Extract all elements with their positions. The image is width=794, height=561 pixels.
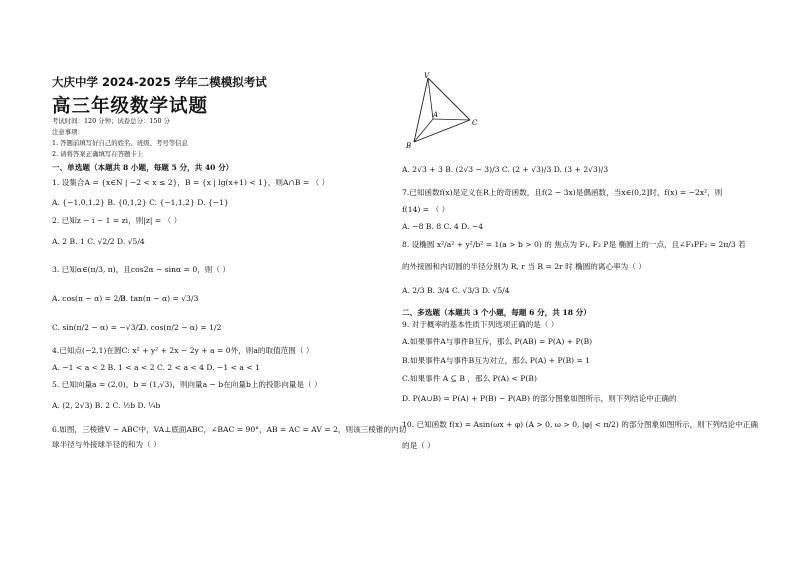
question-1: 1. 设集合A = {x∈N | −2 < x ≤ 2}，B = {x | lg(x+1) < 1}，则A∩B = （ ） [52,178,330,187]
question-6-line-1: 6.如图，三棱锥V − ABC中，VA⊥底面ABC，∠BAC = 90°，AB = AC = AV = 2，则该三棱锥的内切 [52,425,407,434]
pyramid-figure [400,68,500,152]
vertex-label-v: V [424,72,430,80]
question-7-line-2: f(14) = （ ） [402,205,450,214]
question-8-options: A. 2/3 B. 3/4 C. √3/3 D. √5/4 [402,286,510,295]
question-7-options: A. −8 B. 8 C. 4 D. −4 [402,222,484,231]
question-3-option-c: C. sin(π/2 − α) = −√3/2 [52,323,143,332]
question-9-option-c: C.如果事件 A ⊆ B ，那么 P(A) < P(B) [402,374,537,383]
section-1-heading: 一、单选题（本题共 8 小题，每题 5 分，共 40 分） [52,163,234,172]
question-4-options: A. −1 < a < 2 B. 1 < a < 2 C. 2 < a < 4 D. −1 < a < 1 [52,363,260,372]
question-2-options: A. 2 B. 1 C. √2/2 D. √5/4 [52,237,145,246]
question-9-option-b: B.如果事件A与事件B互为对立，那么 P(A) + P(B) = 1 [402,356,591,365]
question-3-option-a: A. cos(π − α) = 2/3 [52,294,126,303]
question-10-line-2: 的是（ ） [402,441,435,450]
question-10-line-1: 10. 已知函数 f(x) = Asin(ωx + φ) (A > 0, ω > 0, |φ| < π/2) 的部分图象如图所示，则下列结论中正确 [402,420,758,429]
vertex-label-b: B [406,142,412,150]
question-3-option-d: D. cos(π/2 − α) = 1/2 [140,323,222,332]
question-2: 2. 已知z − i − 1 = zi，则|z| = （ ） [52,216,182,225]
vertex-label-a: A [433,111,439,119]
note-1: 1. 答题前填写好自己的姓名、班级、考号等信息 [52,139,188,147]
question-3-option-b: B. tan(π − α) = √3/3 [120,294,199,303]
vertex-label-c: C [472,119,478,127]
question-4: 4.已知点(−2,1)在圆C: x² + y² + 2x − 2y + a = 0外，则a的取值范围（ ） [52,346,314,355]
note-2: 2. 请将答案正确填写在答题卡上 [52,150,144,158]
question-1-options: A. {−1,0,1,2} B. {0,1,2} C. {−1,1,2} D. {−1} [52,198,229,207]
edge-bc [414,120,470,142]
school-exam-title: 大庆中学 2024-2025 学年二模模拟考试 [52,75,267,89]
section-2-heading: 二、多选题（本题共 3 个小题，每题 6 分，共 18 分） [402,308,591,317]
question-5: 5. 已知向量a = (2,0)，b = (1,√3)，则向量a − b在向量b上的投影向量是（ ） [52,380,322,389]
question-3: 3. 已知α∈(π/3, π)，且cos2α − sinα = 0，则（ ） [52,265,230,274]
question-9: 9. 对于概率的基本性质下列选项正确的是（ ） [402,320,559,329]
question-6-options: A. 2√3 + 3 B. (2√3 − 3)/3 C. (2 + √3)/3 D. (3 + 2√3)/3 [402,165,609,174]
question-6-line-2: 球半径与外接球半径的和为（ ） [52,440,161,449]
question-8-line-1: 8. 设椭圆 x²/a² + y²/b² = 1(a > b > 0) 的 焦点为 F₁, F₂ P是 椭圆上的一点，且∠F₁PF₂ = 2π/3 若 [402,240,746,249]
notes-title: 注意事项： [52,128,84,136]
question-5-options: A. (2, 2√3) B. 2 C. ½b D. ¼b [52,401,161,410]
page-title: 高三年级数学试题 [52,96,209,117]
question-9-option-a: A.如果事件A与事件B互斥，那么 P(AB) = P(A) + P(B) [402,337,593,346]
question-8-line-2: 的外接圆和内切圆的半径分别为 R, r 当 R = 2r 时 椭圆的离心率为（ ） [402,262,646,271]
question-7-line-1: 7.已知函数f(x)是定义在R上的奇函数，且f(2 − 3x)是偶函数，当x∈(0,2]时，f(x) = −2x²，则 [402,188,723,197]
edge-ac [433,119,470,120]
question-9-option-d: D. P(A∪B) = P(A) + P(B) − P(AB) 的部分图象如图所示，则下列结论中正确的 [402,394,677,403]
exam-info: 考试时间：120 分钟；试卷总分：150 分 [52,117,170,125]
edge-vb [414,78,428,142]
